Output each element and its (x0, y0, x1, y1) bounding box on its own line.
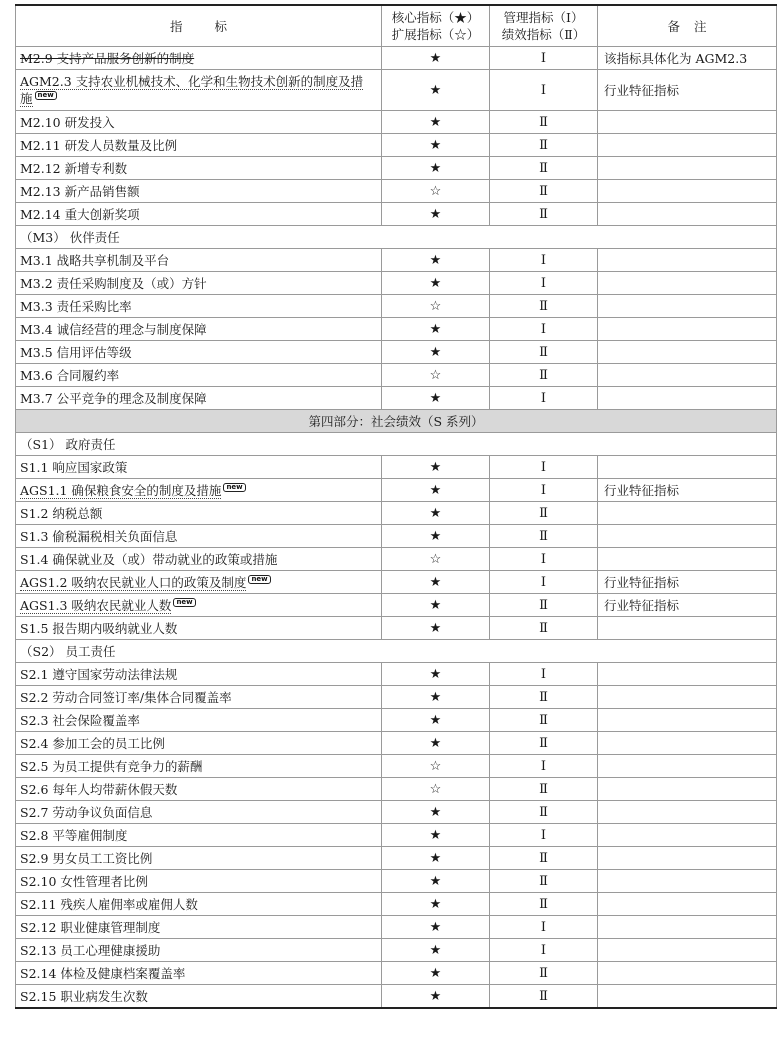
remark-cell (598, 203, 777, 226)
indicator-cell (16, 295, 382, 318)
table-row (16, 180, 777, 203)
indicator-text: M3.1 战略共享机制及平台 (20, 252, 170, 268)
remark-cell (598, 893, 777, 916)
remark-cell (598, 686, 777, 709)
indicator-text: M3.6 合同履约率 (20, 367, 120, 383)
extended-star-icon: ☆ (382, 778, 490, 801)
indicator-cell (16, 47, 382, 70)
core-star-icon: ★ (382, 387, 490, 410)
extended-star-icon: ☆ (382, 364, 490, 387)
remark-cell (598, 318, 777, 341)
indicator-text: M2.10 研发投入 (20, 114, 115, 130)
section-title: （S2） 员工责任 (16, 640, 777, 663)
table-row (16, 134, 777, 157)
indicator-table (15, 4, 777, 1009)
indicator-text: M3.5 信用评估等级 (20, 344, 132, 360)
core-star-icon: ★ (382, 134, 490, 157)
indicator-type-cell: Ⅱ (490, 157, 598, 180)
part-row (16, 410, 777, 433)
core-star-icon: ★ (382, 47, 490, 70)
header-core-extended (382, 5, 490, 47)
indicator-text: S1.4 确保就业及（或）带动就业的政策或措施 (20, 551, 278, 567)
table-row (16, 847, 777, 870)
remark-cell (598, 548, 777, 571)
indicator-text: S2.9 男女员工工资比例 (20, 850, 153, 866)
table-row (16, 295, 777, 318)
remark-cell (598, 502, 777, 525)
indicator-text: S2.6 每年人均带薪休假天数 (20, 781, 178, 797)
remark-cell (598, 916, 777, 939)
indicator-text: M3.3 责任采购比率 (20, 298, 132, 314)
indicator-text: S2.5 为员工提供有竞争力的薪酬 (20, 758, 203, 774)
indicator-type-cell: Ⅰ (490, 249, 598, 272)
indicator-text: M2.9 支持产品服务创新的制度 (20, 50, 195, 66)
indicator-type-cell: Ⅰ (490, 755, 598, 778)
indicator-cell (16, 778, 382, 801)
table-row (16, 70, 777, 111)
table-row (16, 111, 777, 134)
remark-cell (598, 111, 777, 134)
indicator-text: AGS1.3 吸纳农民就业人数 (20, 597, 172, 613)
indicator-text: S2.1 遵守国家劳动法律法规 (20, 666, 178, 682)
new-badge-icon: new (173, 598, 195, 607)
core-star-icon: ★ (382, 847, 490, 870)
core-star-icon: ★ (382, 893, 490, 916)
table-row (16, 801, 777, 824)
indicator-text: S2.4 参加工会的员工比例 (20, 735, 165, 751)
table-row (16, 732, 777, 755)
indicator-text: S2.7 劳动争议负面信息 (20, 804, 153, 820)
remark-cell (598, 180, 777, 203)
table-row (16, 686, 777, 709)
remark-cell (598, 295, 777, 318)
indicator-cell (16, 364, 382, 387)
indicator-cell (16, 479, 382, 502)
extended-star-icon: ☆ (382, 180, 490, 203)
indicator-text: M3.7 公平竞争的理念及制度保障 (20, 390, 207, 406)
indicator-cell (16, 134, 382, 157)
core-star-icon: ★ (382, 272, 490, 295)
indicator-cell (16, 111, 382, 134)
new-badge-icon: new (223, 483, 245, 492)
table-row (16, 985, 777, 1009)
indicator-text: M2.14 重大创新奖项 (20, 206, 140, 222)
indicator-text: M3.4 诚信经营的理念与制度保障 (20, 321, 207, 337)
table-row (16, 755, 777, 778)
remark-cell (598, 847, 777, 870)
table-row (16, 364, 777, 387)
core-star-icon: ★ (382, 686, 490, 709)
core-star-icon: ★ (382, 824, 490, 847)
indicator-cell (16, 686, 382, 709)
indicator-type-cell: Ⅱ (490, 525, 598, 548)
core-star-icon: ★ (382, 318, 490, 341)
indicator-type-cell: Ⅰ (490, 456, 598, 479)
remark-cell (598, 663, 777, 686)
remark-cell (598, 272, 777, 295)
indicator-cell (16, 571, 382, 594)
indicator-type-cell: Ⅱ (490, 686, 598, 709)
indicator-cell (16, 456, 382, 479)
table-row (16, 663, 777, 686)
indicator-type-cell: Ⅰ (490, 663, 598, 686)
indicator-cell (16, 663, 382, 686)
table-row (16, 778, 777, 801)
indicator-cell (16, 709, 382, 732)
indicator-cell (16, 732, 382, 755)
core-star-icon: ★ (382, 525, 490, 548)
indicator-type-cell: Ⅱ (490, 709, 598, 732)
table-row (16, 870, 777, 893)
core-star-icon: ★ (382, 801, 490, 824)
indicator-text: M2.12 新增专利数 (20, 160, 128, 176)
indicator-type-cell: Ⅱ (490, 893, 598, 916)
table-row (16, 617, 777, 640)
section-row (16, 640, 777, 663)
indicator-cell (16, 180, 382, 203)
indicator-text: S2.14 体检及健康档案覆盖率 (20, 965, 186, 981)
indicator-cell (16, 824, 382, 847)
remark-cell: 行业特征指标 (598, 594, 777, 617)
table-row (16, 157, 777, 180)
new-badge-icon: new (248, 575, 270, 584)
remark-cell (598, 732, 777, 755)
table-row (16, 203, 777, 226)
indicator-cell (16, 318, 382, 341)
indicator-cell (16, 847, 382, 870)
remark-cell (598, 801, 777, 824)
core-star-icon: ★ (382, 479, 490, 502)
remark-cell (598, 962, 777, 985)
indicator-cell (16, 870, 382, 893)
table-row (16, 709, 777, 732)
remark-cell: 行业特征指标 (598, 479, 777, 502)
indicator-cell (16, 203, 382, 226)
header-extended-line: 扩展指标（☆） (391, 27, 480, 42)
indicator-type-cell: Ⅰ (490, 70, 598, 111)
remark-cell (598, 709, 777, 732)
indicator-type-cell: Ⅰ (490, 479, 598, 502)
table-row (16, 341, 777, 364)
core-star-icon: ★ (382, 962, 490, 985)
indicator-cell (16, 387, 382, 410)
indicator-text: S1.2 纳税总额 (20, 505, 103, 521)
core-star-icon: ★ (382, 663, 490, 686)
remark-cell (598, 778, 777, 801)
indicator-type-cell: Ⅰ (490, 916, 598, 939)
indicator-text: S2.11 残疾人雇佣率或雇佣人数 (20, 896, 198, 912)
section-title: （M3） 伙伴责任 (16, 226, 777, 249)
indicator-type-cell: Ⅱ (490, 985, 598, 1009)
indicator-cell (16, 272, 382, 295)
table-row (16, 548, 777, 571)
indicator-type-cell: Ⅱ (490, 962, 598, 985)
indicator-text: S2.13 员工心理健康援助 (20, 942, 161, 958)
indicator-type-cell: Ⅰ (490, 47, 598, 70)
indicator-type-cell: Ⅰ (490, 318, 598, 341)
indicator-type-cell: Ⅱ (490, 778, 598, 801)
remark-cell (598, 525, 777, 548)
remark-cell (598, 870, 777, 893)
indicator-text: S1.1 响应国家政策 (20, 459, 128, 475)
remark-cell (598, 985, 777, 1009)
indicator-type-cell: Ⅰ (490, 387, 598, 410)
indicator-cell (16, 801, 382, 824)
indicator-cell (16, 594, 382, 617)
header-performance-line: 绩效指标（Ⅱ） (501, 27, 586, 42)
table-row (16, 502, 777, 525)
table-row (16, 272, 777, 295)
indicator-type-cell: Ⅱ (490, 134, 598, 157)
extended-star-icon: ☆ (382, 755, 490, 778)
table-row (16, 962, 777, 985)
indicator-text: M3.2 责任采购制度及（或）方针 (20, 275, 207, 291)
indicator-cell (16, 157, 382, 180)
remark-cell (598, 249, 777, 272)
indicator-type-cell: Ⅰ (490, 272, 598, 295)
remark-cell (598, 157, 777, 180)
indicator-cell (16, 525, 382, 548)
table-row (16, 479, 777, 502)
table-row (16, 893, 777, 916)
remark-cell (598, 134, 777, 157)
section-row (16, 226, 777, 249)
table-row (16, 47, 777, 70)
core-star-icon: ★ (382, 617, 490, 640)
core-star-icon: ★ (382, 157, 490, 180)
indicator-type-cell: Ⅱ (490, 203, 598, 226)
indicator-cell (16, 985, 382, 1009)
core-star-icon: ★ (382, 870, 490, 893)
indicator-type-cell: Ⅰ (490, 939, 598, 962)
indicator-type-cell: Ⅱ (490, 870, 598, 893)
core-star-icon: ★ (382, 985, 490, 1009)
indicator-type-cell: Ⅰ (490, 824, 598, 847)
core-star-icon: ★ (382, 341, 490, 364)
table-row (16, 387, 777, 410)
indicator-text: S2.8 平等雇佣制度 (20, 827, 128, 843)
indicator-cell (16, 916, 382, 939)
table-row (16, 594, 777, 617)
table-row (16, 916, 777, 939)
indicator-type-cell: Ⅱ (490, 617, 598, 640)
core-star-icon: ★ (382, 709, 490, 732)
indicator-cell (16, 502, 382, 525)
new-badge-icon: new (35, 91, 57, 100)
core-star-icon: ★ (382, 594, 490, 617)
remark-cell (598, 387, 777, 410)
table-row (16, 571, 777, 594)
indicator-text: S1.3 偷税漏税相关负面信息 (20, 528, 178, 544)
indicator-type-cell: Ⅱ (490, 364, 598, 387)
indicator-cell (16, 70, 382, 111)
indicator-cell (16, 939, 382, 962)
core-star-icon: ★ (382, 732, 490, 755)
remark-cell (598, 824, 777, 847)
indicator-cell (16, 962, 382, 985)
indicator-text: S2.15 职业病发生次数 (20, 988, 148, 1004)
indicator-cell (16, 617, 382, 640)
indicator-type-cell: Ⅱ (490, 801, 598, 824)
remark-cell (598, 755, 777, 778)
header-remark: 备注 (598, 5, 777, 47)
header-management-performance (490, 5, 598, 47)
indicator-text: S2.2 劳动合同签订率/集体合同覆盖率 (20, 689, 232, 705)
header-management-line: 管理指标（Ⅰ） (503, 10, 584, 25)
core-star-icon: ★ (382, 203, 490, 226)
indicator-text: S2.10 女性管理者比例 (20, 873, 148, 889)
section-row (16, 433, 777, 456)
core-star-icon: ★ (382, 939, 490, 962)
indicator-type-cell: Ⅱ (490, 295, 598, 318)
remark-cell: 行业特征指标 (598, 70, 777, 111)
indicator-type-cell: Ⅱ (490, 180, 598, 203)
table-row (16, 249, 777, 272)
indicator-type-cell: Ⅰ (490, 548, 598, 571)
remark-cell (598, 617, 777, 640)
indicator-cell (16, 755, 382, 778)
remark-cell (598, 364, 777, 387)
indicator-table-page (15, 4, 776, 1009)
indicator-text: AGM2.3 支持农业机械技术、化学和生物技术创新的制度及措施 (20, 74, 364, 106)
core-star-icon: ★ (382, 70, 490, 111)
extended-star-icon: ☆ (382, 548, 490, 571)
core-star-icon: ★ (382, 111, 490, 134)
indicator-text: S2.3 社会保险覆盖率 (20, 712, 140, 728)
section-title: （S1） 政府责任 (16, 433, 777, 456)
indicator-cell (16, 893, 382, 916)
table-header (16, 5, 777, 47)
extended-star-icon: ☆ (382, 295, 490, 318)
indicator-cell (16, 249, 382, 272)
table-row (16, 824, 777, 847)
core-star-icon: ★ (382, 571, 490, 594)
remark-cell: 该指标具体化为 AGM2.3 (598, 47, 777, 70)
table-row (16, 525, 777, 548)
core-star-icon: ★ (382, 249, 490, 272)
table-row (16, 456, 777, 479)
header-core-line: 核心指标（★） (391, 10, 480, 25)
indicator-cell (16, 341, 382, 364)
indicator-text: M2.11 研发人员数量及比例 (20, 137, 178, 153)
indicator-type-cell: Ⅱ (490, 847, 598, 870)
remark-cell (598, 939, 777, 962)
indicator-type-cell: Ⅱ (490, 732, 598, 755)
header-indicator: 指标 (16, 5, 382, 47)
core-star-icon: ★ (382, 916, 490, 939)
indicator-type-cell: Ⅰ (490, 571, 598, 594)
remark-cell (598, 456, 777, 479)
indicator-text: M2.13 新产品销售额 (20, 183, 140, 199)
remark-cell (598, 341, 777, 364)
core-star-icon: ★ (382, 502, 490, 525)
indicator-text: AGS1.1 确保粮食安全的制度及措施 (20, 482, 222, 498)
indicator-text: S1.5 报告期内吸纳就业人数 (20, 620, 178, 636)
indicator-type-cell: Ⅱ (490, 594, 598, 617)
indicator-text: S2.12 职业健康管理制度 (20, 919, 161, 935)
indicator-text: AGS1.2 吸纳农民就业人口的政策及制度 (20, 574, 247, 590)
part-title: 第四部分：社会绩效（S 系列） (16, 410, 777, 433)
table-body (16, 47, 777, 1009)
core-star-icon: ★ (382, 456, 490, 479)
table-row (16, 939, 777, 962)
indicator-type-cell: Ⅱ (490, 502, 598, 525)
remark-cell: 行业特征指标 (598, 571, 777, 594)
table-row (16, 318, 777, 341)
indicator-type-cell: Ⅱ (490, 341, 598, 364)
indicator-cell (16, 548, 382, 571)
indicator-type-cell: Ⅱ (490, 111, 598, 134)
